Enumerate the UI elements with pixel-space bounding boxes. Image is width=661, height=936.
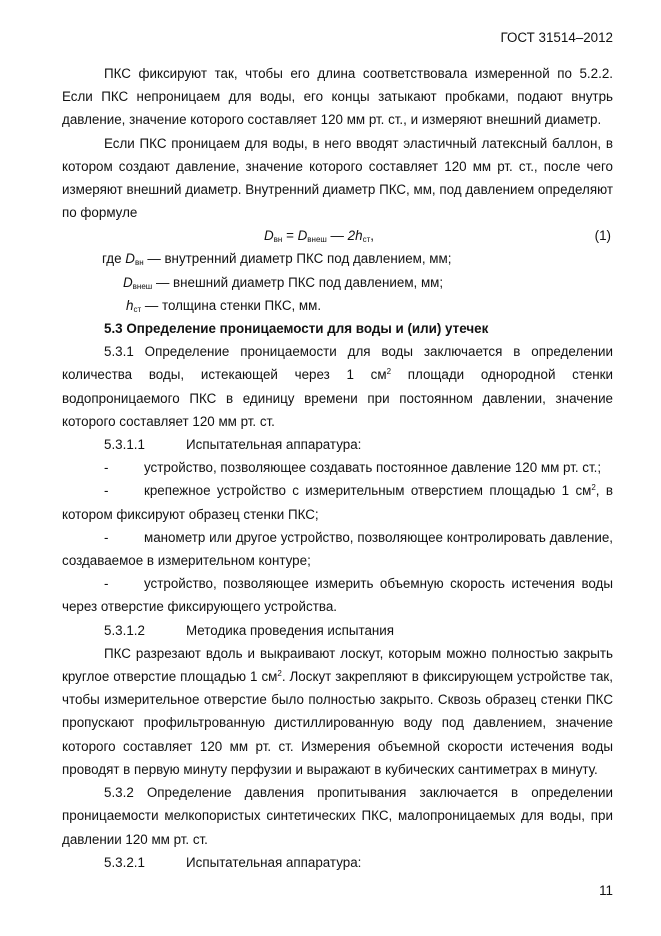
section-heading-5-3: 5.3 Определение проницаемости для воды и (или) утечек (104, 321, 489, 337)
paragraph-permeable: Если ПКС проницаем для воды, в него вводят эластичный латексный баллон, в котором создают давление, значение которого составляет 120 мм рт. ст., после чего измеряют внешний диаметр. Внутренний диаметр ПКС, мм, под давлением определяют по формуле (62, 135, 613, 221)
paragraph-fixing: ПКС фиксируют так, чтобы его длина соответствовала измеренной по 5.2.2. Если ПКС непроницаем для воды, его концы затыкают пробками, подают внутрь давление, значение которого составляет 120 мм рт. ст., и измеряют внешний диаметр. (62, 66, 613, 128)
formula-1 (62, 224, 613, 247)
list-item-1: - устройство, позволяющее создавать постоянное давление 120 мм рт. ст.; (104, 460, 602, 476)
paragraph-5-3-2: 5.3.2 Определение давления пропитывания заключается в определении проницаемости мелкопористых синтетических ПКС, малопроницаемых для воды, при давлении 120 мм рт. ст. (62, 785, 613, 847)
where-line-2: $D_{внеш}$ — внешний диаметр ПКС под давлением, мм; (123, 274, 444, 291)
formula-expression: $D_{вн} = D_{внеш}$ — $2h_{ст}$, (264, 228, 374, 245)
list-item-3: - манометр или другое устройство, позволяющее контролировать давление, создаваемое в измерительном контуре; (62, 529, 613, 569)
list-item-4: - устройство, позволяющее измерить объемную скорость истечения воды через отверстие фиксирующего устройства. (62, 576, 613, 615)
where-line-1: где $D_{вн}$ — внутренний диаметр ПКС под давлением, мм; (102, 251, 452, 268)
document-standard-number: ГОСТ 31514–2012 (500, 30, 613, 45)
list-item-2: - крепежное устройство с измерительным отверстием площадью 1 $см^2$, в котором фиксируют образец стенки ПКС; (62, 483, 613, 522)
page-number: 11 (599, 883, 613, 898)
paragraph-method: ПКС разрезают вдоль и выкраивают лоскут, которым можно полностью закрыть круглое отверстие площадью 1 $см^2$. Лоскут закрепляют в фиксирующем устройстве так, чтобы измерительное отверстие было полностью закрыто. Сквозь образец стенки ПКС пропускают профильтрованную дистиллированную воду под давлением, значение которого составляет 120 мм рт. ст. Измерения объемной скорости истечения воды проводят в первую минуту перфузии и выражают в кубических сантиметрах в минуту. (62, 645, 613, 777)
paragraph-5-3-1: 5.3.1 Определение проницаемости для воды заключается в определении количества воды, истекающей через 1 $см^2$ площади однородной стенки водопроницаемого ПКС в единицу времени при постоянном давлении, значение которого составляет 120 мм рт. ст. (62, 344, 613, 429)
clause-5-3-1-1: 5.3.1.1 Испытательная аппаратура: (104, 437, 362, 453)
clause-5-3-1-2: 5.3.1.2 Методика проведения испытания (104, 622, 395, 638)
formula-number: (1) (594, 228, 611, 244)
where-line-3: $h_{ст}$ — толщина стенки ПКС, мм. (126, 297, 322, 314)
clause-5-3-2-1: 5.3.2.1 Испытательная аппаратура: (104, 854, 362, 870)
document-body (62, 62, 613, 874)
